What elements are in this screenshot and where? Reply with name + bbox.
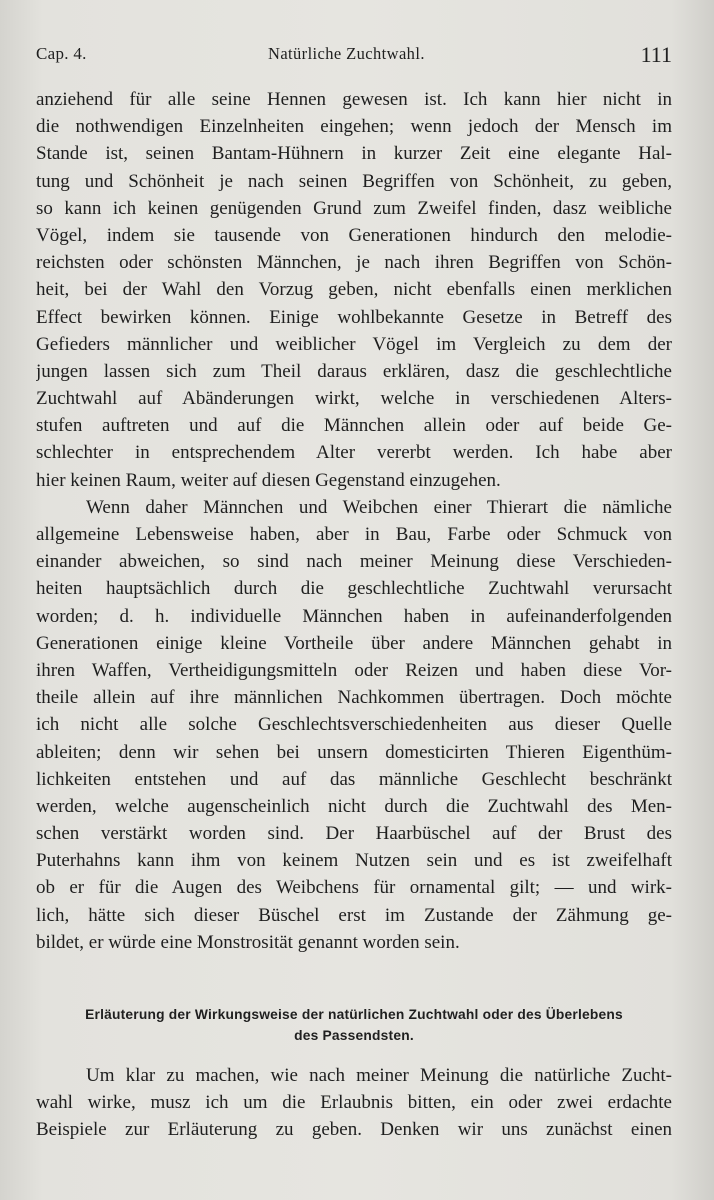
text-line: stufen auftreten und auf die Männchen allein oder auf beide Ge-: [36, 415, 672, 437]
heading-line: Erläuterung der Wirkungsweise der natürlichen Zuchtwahl oder des Überlebens: [85, 1007, 623, 1022]
text-line: lichkeiten entstehen und auf das männliche Geschlecht beschränkt: [36, 768, 672, 790]
text-line: heit, bei der Wahl den Vorzug geben, nicht ebenfalls einen merklichen: [36, 279, 672, 301]
text-line: ableiten; denn wir sehen bei unsern domesticirten Thieren Eigenthüm-: [36, 741, 672, 763]
text-line: ich nicht alle solche Geschlechtsverschiedenheiten aus dieser Quelle: [36, 714, 672, 736]
text-line: Stande ist, seinen Bantam-Hühnern in kurzer Zeit eine elegante Hal-: [36, 143, 672, 165]
text-line: wahl wirke, musz ich um die Erlaubnis bitten, ein oder zwei erdachte: [36, 1092, 672, 1114]
text-line: schlechter in entsprechendem Alter vererbt werden. Ich habe aber: [36, 442, 672, 464]
main-text: [36, 86, 672, 956]
text-line: reichsten oder schönsten Männchen, je nach ihren Begriffen von Schön-: [36, 252, 672, 274]
text-line: heiten hauptsächlich durch die geschlechtliche Zuchtwahl verursacht: [36, 578, 672, 600]
heading-line: des Passendsten.: [294, 1028, 414, 1043]
text-line: bildet, er würde eine Monstrosität genannt worden sein.: [36, 931, 460, 953]
text-line: so kann ich keinen genügenden Grund zum Zweifel finden, dasz weibliche: [36, 197, 672, 219]
text-line: Gefieders männlicher und weiblicher Vögel im Vergleich zu dem der: [36, 333, 672, 355]
paragraph-2: [36, 494, 672, 956]
running-header: [36, 40, 672, 70]
text-line: jungen lassen sich zum Theil daraus erklären, dasz die geschlechtliche: [36, 360, 672, 382]
text-line: Puterhahns kann ihm von keinem Nutzen sein und es ist zweifelhaft: [36, 850, 672, 872]
paragraph-1: [36, 86, 672, 494]
chapter-label: Cap. 4.: [36, 44, 87, 63]
text-line: hier keinen Raum, weiter auf diesen Gegenstand einzugehen.: [36, 469, 501, 491]
text-line: die nothwendigen Einzelnheiten eingehen; wenn jedoch der Mensch im: [36, 116, 672, 138]
text-line: schen verstärkt worden sind. Der Haarbüschel auf der Brust des: [36, 823, 672, 845]
text-line: allgemeine Lebensweise haben, aber in Bau, Farbe oder Schmuck von: [36, 524, 672, 545]
text-line: Vögel, indem sie tausende von Generationen hindurch den melodie-: [36, 224, 672, 246]
text-line: Beispiele zur Erläuterung zu geben. Denken wir uns zunächst einen: [36, 1119, 672, 1141]
text-line: ihren Waffen, Vertheidigungsmitteln oder Reizen und haben diese Vor-: [36, 659, 672, 681]
text-line: theile allein auf ihre männlichen Nachkommen übertragen. Doch möchte: [36, 687, 672, 709]
text-line: anziehend für alle seine Hennen gewesen ist. Ich kann hier nicht in: [36, 89, 672, 110]
section-heading: [36, 1004, 672, 1046]
text-line: Zuchtwahl auf Abänderungen wirkt, welche in verschiedenen Alters-: [36, 388, 672, 410]
text-line: Generationen einige kleine Vortheile über andere Männchen gehabt in: [36, 632, 672, 654]
text-line: Um klar zu machen, wie nach meiner Meinung die natürliche Zucht-: [86, 1065, 672, 1086]
text-line: lich, hätte sich dieser Büschel erst im Zustande der Zähmung ge-: [36, 904, 672, 926]
text-line: ob er für die Augen des Weibchens für ornamental gilt; — und wirk-: [36, 877, 672, 899]
text-line: worden; d. h. individuelle Männchen haben in aufeinanderfolgenden: [36, 605, 672, 627]
page-number: 111: [640, 42, 672, 67]
text-line: werden, welche augenscheinlich nicht durch die Zuchtwahl des Men-: [36, 795, 672, 817]
running-title: Natürliche Zuchtwahl.: [268, 44, 425, 63]
text-line: einander abweichen, so sind nach meiner Meinung diese Verschieden-: [36, 551, 672, 573]
text-line: Effect bewirken können. Einige wohlbekannte Gesetze in Betreff des: [36, 306, 672, 328]
text-line: Wenn daher Männchen und Weibchen einer Thierart die nämliche: [86, 496, 672, 518]
text-line: tung und Schönheit je nach seinen Begriffen von Schönheit, zu geben,: [36, 170, 672, 192]
paragraph-3: [36, 1062, 672, 1144]
